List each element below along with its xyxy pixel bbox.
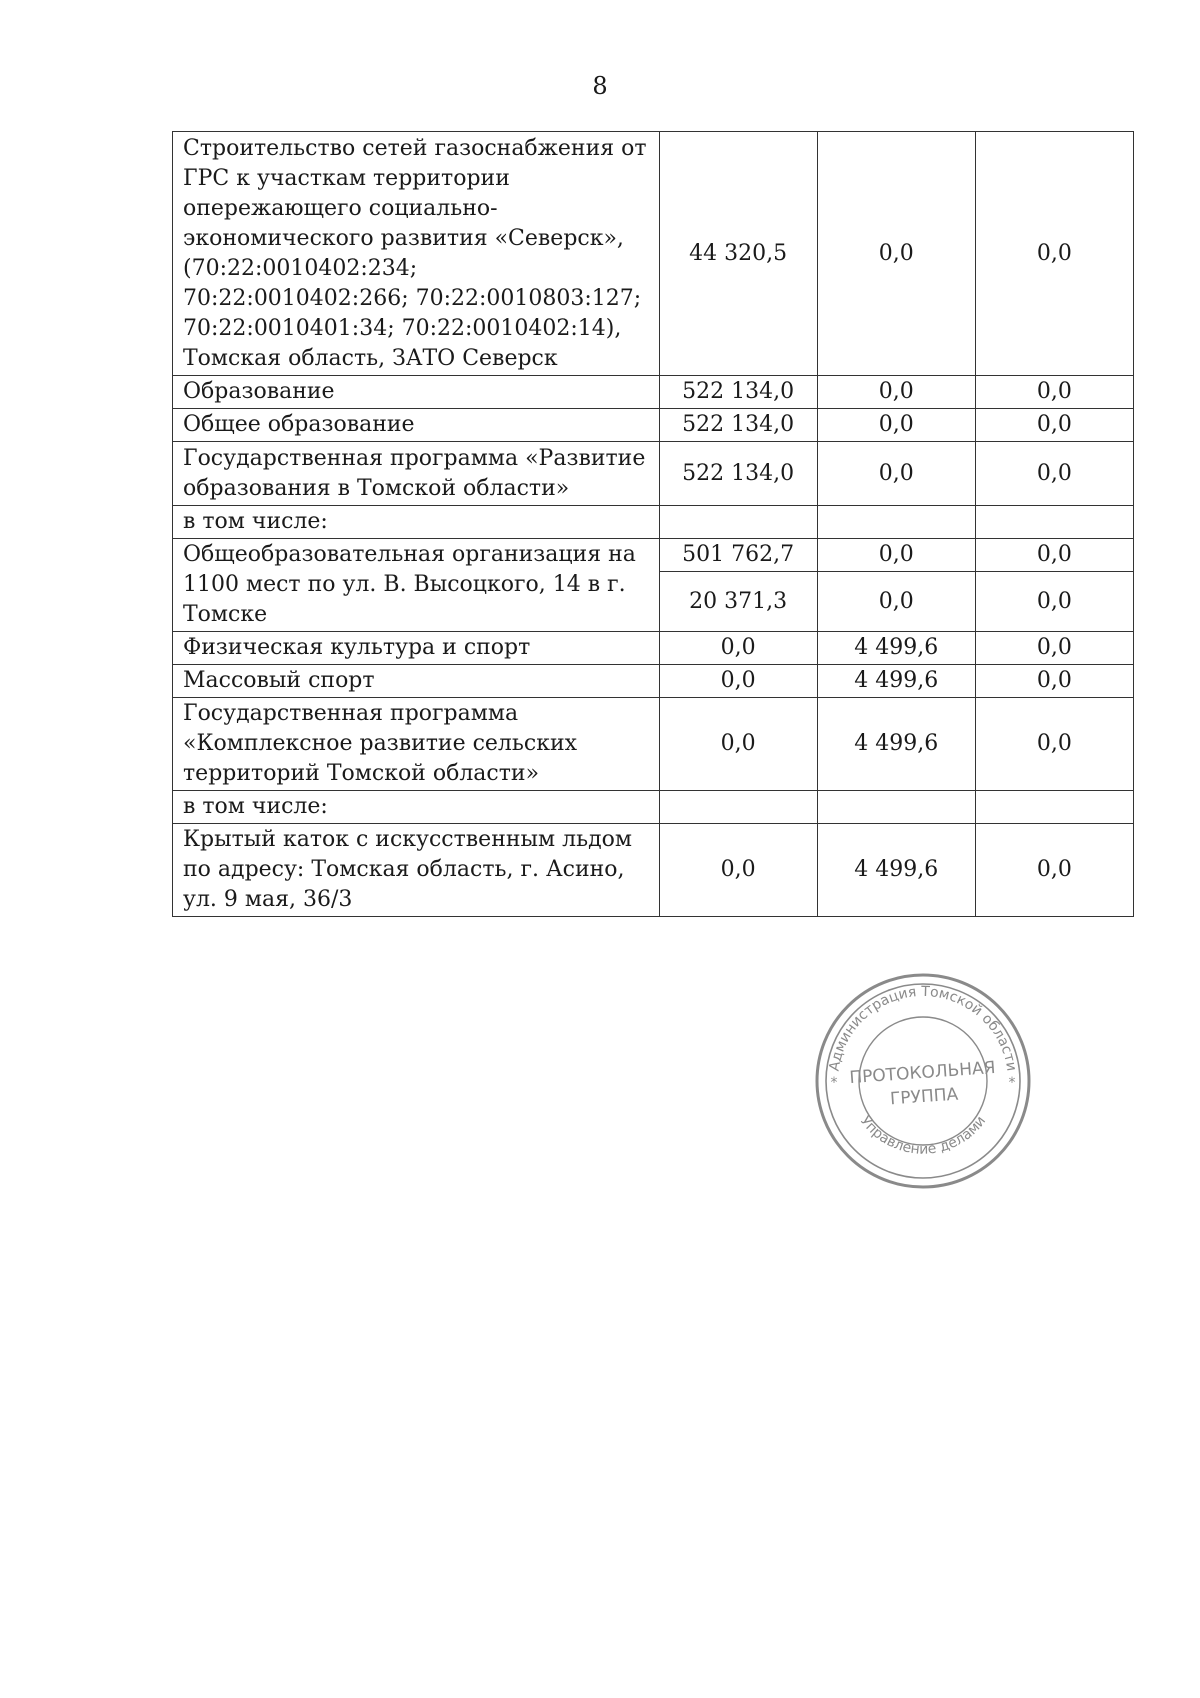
table-row <box>173 665 1134 698</box>
row-value-3: 0,0 <box>975 376 1133 409</box>
row-name: Физическая культура и спорт <box>173 632 660 665</box>
row-value-3 <box>975 506 1133 539</box>
row-value-1: 0,0 <box>659 665 817 698</box>
row-value-1: 20 371,3 <box>659 572 817 632</box>
row-name: Образование <box>173 376 660 409</box>
row-name: Общее образование <box>173 409 660 442</box>
official-stamp <box>812 970 1034 1192</box>
row-value-1: 522 134,0 <box>659 409 817 442</box>
row-value-1: 522 134,0 <box>659 376 817 409</box>
row-value-2: 4 499,6 <box>817 632 975 665</box>
table-row <box>173 698 1134 791</box>
stamp-line-1: ПРОТОКОЛЬНАЯ <box>848 1057 997 1089</box>
table-row <box>173 539 1134 572</box>
row-value-2: 0,0 <box>817 442 975 506</box>
row-name: Строительство сетей газоснабжения от ГРС к участкам территории опережающего социально-экономического развития «Северск», (70:22:0010402:234; 70:22:0010402:266; 70:22:0010803:127; 70:22:0010401:34; 70:22:0010402:14), Томская область, ЗАТО Северск <box>173 132 660 376</box>
row-value-2: 0,0 <box>817 132 975 376</box>
table-row <box>173 132 1134 376</box>
row-value-1 <box>659 791 817 824</box>
row-value-3: 0,0 <box>975 698 1133 791</box>
row-name: Крытый каток с искусственным льдом по адресу: Томская область, г. Асино, ул. 9 мая, 36/3 <box>173 824 660 917</box>
row-value-3: 0,0 <box>975 409 1133 442</box>
stamp-bottom-text: Управление делами <box>856 1113 990 1158</box>
budget-table <box>172 131 1134 917</box>
row-name: Массовый спорт <box>173 665 660 698</box>
table-row <box>173 632 1134 665</box>
row-value-1: 522 134,0 <box>659 442 817 506</box>
row-value-3: 0,0 <box>975 665 1133 698</box>
row-value-1: 44 320,5 <box>659 132 817 376</box>
row-value-1: 0,0 <box>659 824 817 917</box>
stamp-outer-text: Администрация Томской области <box>826 983 1020 1073</box>
table-row <box>173 409 1134 442</box>
row-value-2: 4 499,6 <box>817 698 975 791</box>
row-value-2: 0,0 <box>817 572 975 632</box>
row-name: в том числе: <box>173 791 660 824</box>
row-name: Общеобразовательная организация на 1100 мест по ул. В. Высоцкого, 14 в г. Томске <box>173 539 660 632</box>
row-value-1 <box>659 506 817 539</box>
table-row <box>173 376 1134 409</box>
row-value-2: 0,0 <box>817 409 975 442</box>
row-name: в том числе: <box>173 506 660 539</box>
table-row <box>173 824 1134 917</box>
row-value-3: 0,0 <box>975 132 1133 376</box>
row-value-3: 0,0 <box>975 632 1133 665</box>
row-name: Государственная программа «Развитие образования в Томской области» <box>173 442 660 506</box>
stamp-line-2: ГРУППА <box>889 1084 959 1110</box>
row-name: Государственная программа «Комплексное развитие сельских территорий Томской области» <box>173 698 660 791</box>
page-number: 8 <box>592 72 608 100</box>
stamp-star-left: * <box>830 1075 838 1091</box>
row-value-2: 0,0 <box>817 376 975 409</box>
row-value-3 <box>975 791 1133 824</box>
row-value-1: 0,0 <box>659 632 817 665</box>
row-value-2 <box>817 506 975 539</box>
row-value-3: 0,0 <box>975 824 1133 917</box>
row-value-1: 0,0 <box>659 698 817 791</box>
row-value-2 <box>817 791 975 824</box>
table-row <box>173 506 1134 539</box>
stamp-star-right: * <box>1008 1075 1016 1091</box>
table-row <box>173 442 1134 506</box>
row-value-2: 4 499,6 <box>817 824 975 917</box>
table-row <box>173 791 1134 824</box>
row-value-2: 4 499,6 <box>817 665 975 698</box>
row-value-3: 0,0 <box>975 539 1133 572</box>
row-value-2: 0,0 <box>817 539 975 572</box>
row-value-1: 501 762,7 <box>659 539 817 572</box>
row-value-3: 0,0 <box>975 442 1133 506</box>
row-value-3: 0,0 <box>975 572 1133 632</box>
